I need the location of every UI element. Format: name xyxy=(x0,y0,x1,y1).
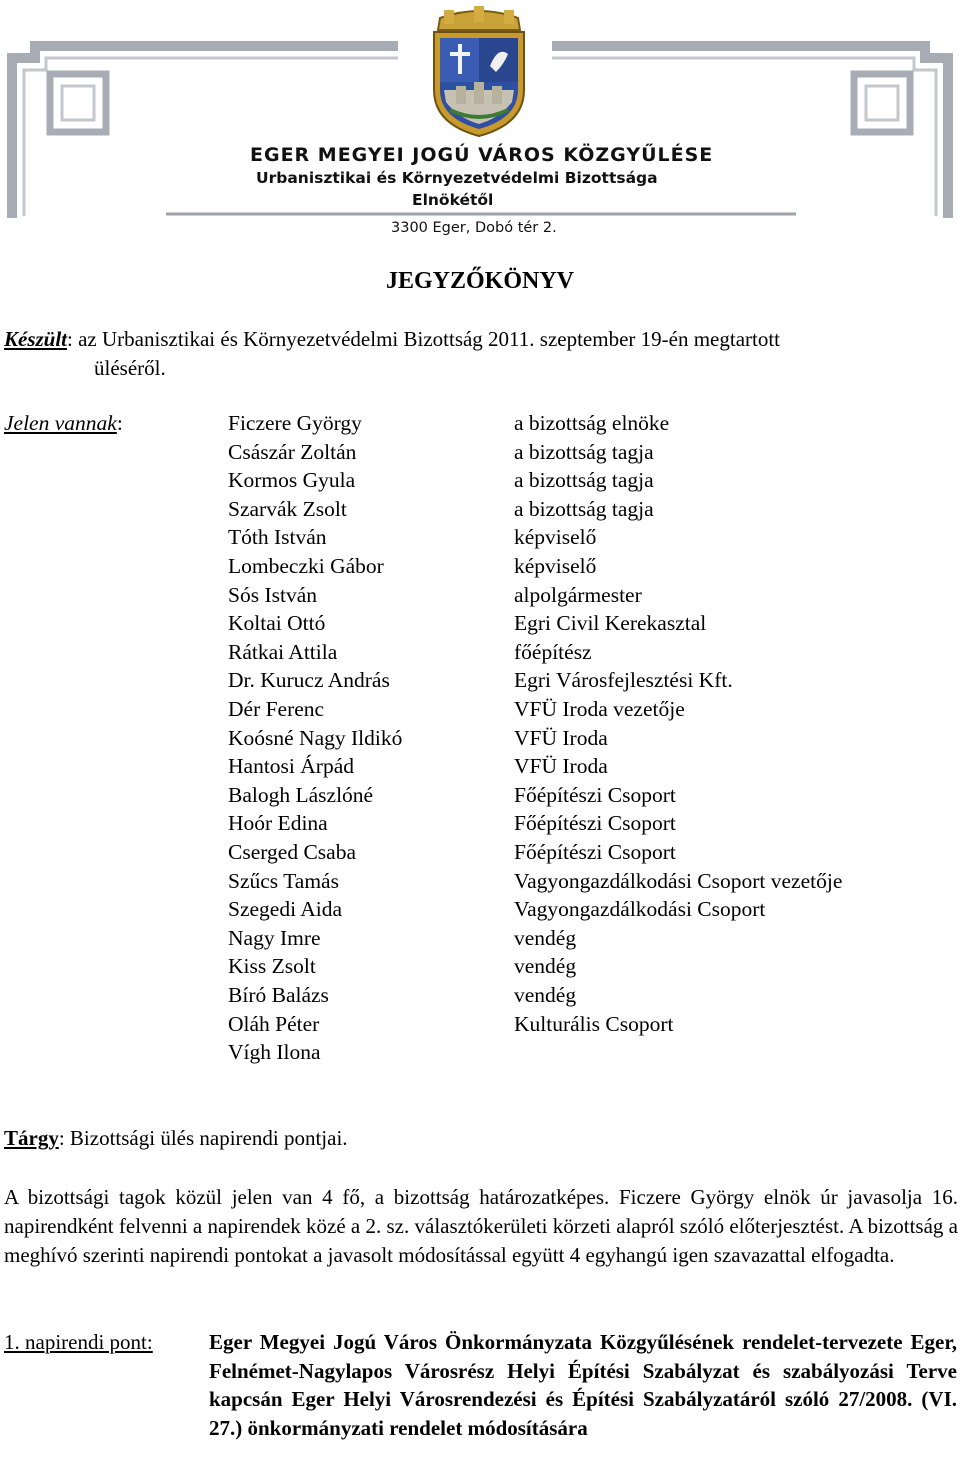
attendee-role: alpolgármester xyxy=(514,582,642,607)
attendee-role: VFÜ Iroda xyxy=(514,754,608,779)
attendee-name: Balogh Lászlóné xyxy=(228,782,374,807)
attendee-role: Egri Városfejlesztési Kft. xyxy=(514,668,733,693)
attendee-name: Oláh Péter xyxy=(228,1011,320,1036)
attendee-role: Főépítészi Csoport xyxy=(514,782,676,807)
attendee-name: Kiss Zsolt xyxy=(228,954,316,979)
address: 3300 Eger, Dobó tér 2. xyxy=(391,220,557,236)
attendee-name: Rátkai Attila xyxy=(228,639,338,664)
attendee-name: Cserged Csaba xyxy=(228,840,356,864)
jelen-label: Jelen vannak xyxy=(4,411,117,435)
attendee-role: VFÜ Iroda vezetője xyxy=(514,697,685,721)
attendee-role: vendég xyxy=(514,983,577,1007)
attendee-name: Sós István xyxy=(228,582,317,607)
sender-line: Elnökétől xyxy=(412,191,494,209)
attendee-name: Császár Zoltán xyxy=(228,439,357,464)
attendee-role: a bizottság elnöke xyxy=(514,411,670,435)
attendee-role: főépítész xyxy=(514,639,592,664)
attendee-name: Kormos Gyula xyxy=(228,468,356,493)
attendee-role: képviselő xyxy=(514,554,597,578)
attendee-name: Dér Ferenc xyxy=(228,697,325,721)
coat-of-arms-icon xyxy=(420,6,538,138)
attendee-name: Nagy Imre xyxy=(228,925,321,950)
org-name: EGER MEGYEI JOGÚ VÁROS KÖZGYŰLÉSE xyxy=(250,144,714,166)
targy-line xyxy=(4,1126,348,1151)
attendee-role: a bizottság tagja xyxy=(514,468,654,493)
keszult-text-cont: üléséről. xyxy=(94,356,166,380)
attendee-name: Ficzere György xyxy=(228,411,362,435)
attendee-role: Főépítészi Csoport xyxy=(514,840,676,864)
attendee-role: Vagyongazdálkodási Csoport xyxy=(514,897,766,922)
attendee-name: Szarvák Zsolt xyxy=(228,496,347,521)
attendee-role: Egri Civil Kerekasztal xyxy=(514,611,707,636)
targy-text: : Bizottsági ülés napirendi pontjai. xyxy=(58,1126,348,1150)
jelen-colon: : xyxy=(116,411,123,435)
attendee-role: Kulturális Csoport xyxy=(514,1011,674,1036)
targy-label: Tárgy xyxy=(4,1126,59,1150)
agenda-item-title: Eger Megyei Jogú Város Önkormányzata Közgyűlésének rendelet-tervezete Eger, Felnémet-Nagylapos Városrész Helyi Építési Szabályzat és szabályozási Terve kapcsán Eger Helyi Városrendezési és Építési Szabályzatáról szóló 27/2008. (VI. 27.) önkormányzati rendelet módosítására xyxy=(209,1330,957,1440)
attendee-name: Dr. Kurucz András xyxy=(228,668,390,693)
keszult-line xyxy=(4,325,780,354)
attendee-role: vendég xyxy=(514,954,577,979)
decision-paragraph: A bizottsági tagok közül jelen van 4 fő, a bizottság határozatképes. Ficzere György elnök úr javasolja 16. napirendként felvenni a napirendek közé a 2. sz. választókerületi körzeti alapról szóló előterjesztést. A bizottság a meghívó szerinti napirendi pontokat a javasolt módosítással együtt 4 egyhangú igen szavazattal elfogadta. xyxy=(4,1185,958,1267)
attendee-name: Hantosi Árpád xyxy=(228,754,354,779)
attendee-role: Főépítészi Csoport xyxy=(514,811,676,836)
attendee-name: Koósné Nagy Ildikó xyxy=(228,725,403,750)
attendee-name: Koltai Ottó xyxy=(228,611,326,636)
attendee-name: Vígh Ilona xyxy=(228,1040,321,1065)
attendee-role: Vagyongazdálkodási Csoport vezetője xyxy=(514,868,843,893)
attendee-role: vendég xyxy=(514,925,577,950)
committee-name: Urbanisztikai és Környezetvédelmi Bizottsága xyxy=(256,169,658,187)
attendee-name: Hoór Edina xyxy=(228,811,328,836)
keszult-label: Készült xyxy=(4,327,68,351)
attendee-role: a bizottság tagja xyxy=(514,439,654,464)
attendee-name: Szűcs Tamás xyxy=(228,868,339,893)
attendee-role: a bizottság tagja xyxy=(514,496,654,521)
document-title: JEGYZŐKÖNYV xyxy=(385,268,574,294)
attendee-name: Bíró Balázs xyxy=(228,983,329,1007)
attendee-role: képviselő xyxy=(514,525,597,550)
attendee-name: Lombeczki Gábor xyxy=(228,554,384,578)
attendee-name: Tóth István xyxy=(228,525,327,550)
attendee-role: VFÜ Iroda xyxy=(514,725,608,750)
agenda-label: 1. napirendi pont: xyxy=(4,1330,153,1354)
jelen-line xyxy=(4,411,123,436)
keszult-text: : az Urbanisztikai és Környezetvédelmi Bizottság 2011. szeptember 19-én megtartott xyxy=(67,327,781,351)
attendee-name: Szegedi Aida xyxy=(228,897,343,922)
